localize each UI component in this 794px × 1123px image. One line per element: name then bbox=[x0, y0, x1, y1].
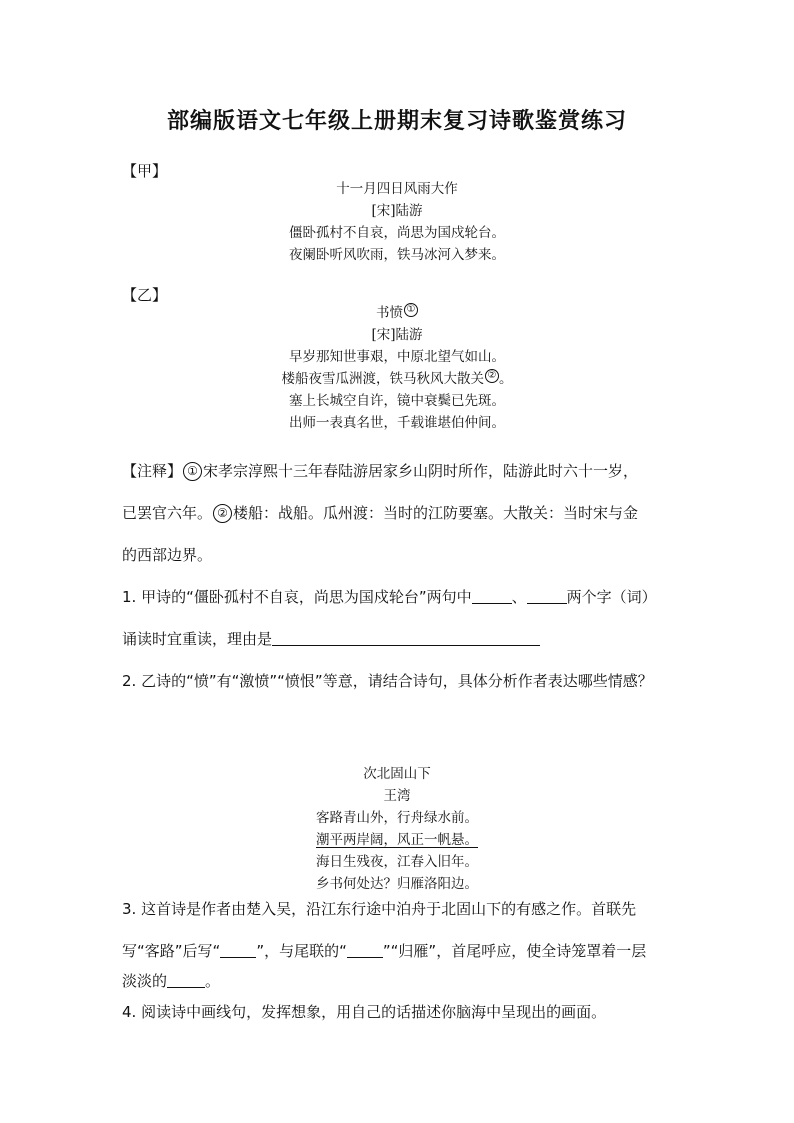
poem-bing-line: 客路青山外，行舟绿水前。 bbox=[316, 810, 478, 826]
question-4: 4. 阅读诗中画线句，发挥想象，用自己的话描述你脑海中呈现出的画面。 bbox=[122, 1003, 607, 1021]
poem-yi-line: 出师一表真名世，千载谁堪伯仲间。 bbox=[289, 415, 505, 431]
poem-yi-line bbox=[0, 368, 794, 390]
notes-label: 【注释】 bbox=[122, 462, 183, 480]
poem-jia bbox=[0, 178, 794, 266]
q3-text-b: ”，与尾联的“ bbox=[256, 942, 347, 960]
q3-blank-1[interactable] bbox=[220, 943, 256, 958]
question-3-line-2 bbox=[122, 940, 678, 961]
q1-text-d: 诵读时宜重读，理由是 bbox=[122, 630, 273, 648]
note-number-2: ② bbox=[213, 504, 232, 523]
question-1-line-1 bbox=[122, 586, 678, 607]
notes-text-1: 宋孝宗淳熙十三年春陆游居家乡山阴时所作，陆游此时六十一岁， bbox=[203, 462, 639, 480]
notes-line-2 bbox=[122, 502, 678, 523]
q1-reason-blank[interactable] bbox=[272, 631, 540, 646]
q1-text-c: 两个字（词） bbox=[566, 588, 657, 606]
question-2: 2. 乙诗的“愤”有“激愤”“愤恨”等意，请结合诗句，具体分析作者表达哪些情感？ bbox=[122, 672, 653, 690]
q1-blank-1[interactable] bbox=[472, 589, 512, 604]
q1-text-a: 1. 甲诗的“僵卧孤村不自哀，尚思为国戍轮台”两句中 bbox=[122, 588, 472, 606]
poem-bing-author: 王湾 bbox=[383, 788, 411, 804]
note-marker-1: ① bbox=[404, 303, 418, 317]
poem-yi bbox=[0, 302, 794, 434]
poem-yi-title bbox=[0, 302, 794, 324]
poem-bing bbox=[0, 763, 794, 895]
poem-yi-line2-end: 。 bbox=[499, 371, 513, 387]
note-marker-2: ② bbox=[485, 369, 499, 383]
poem-bing-title: 次北固山下 bbox=[363, 766, 431, 782]
question-3-line-3 bbox=[122, 970, 678, 991]
poem-jia-author: [宋]陆游 bbox=[371, 203, 423, 219]
q3-text-c: ”“归雁”，首尾呼应，使全诗笼罩着一层 bbox=[382, 942, 647, 960]
question-1-line-2 bbox=[122, 628, 678, 649]
note-number-1: ① bbox=[183, 462, 202, 481]
poem-jia-line: 夜阑卧听风吹雨，铁马冰河入梦来。 bbox=[289, 247, 505, 263]
page-title: 部编版语文七年级上册期末复习诗歌鉴赏练习 bbox=[166, 108, 627, 134]
notes-text-2b: 楼船：战船。瓜州渡：当时的江防要塞。大散关：当时宋与金 bbox=[233, 504, 639, 522]
poem-yi-author: [宋]陆游 bbox=[371, 327, 423, 343]
poem-jia-label: 【甲】 bbox=[122, 162, 168, 180]
poem-bing-line: 乡书何处达？归雁洛阳边。 bbox=[316, 876, 478, 892]
question-3-line-1: 3. 这首诗是作者由楚入吴，沿江东行途中泊舟于北固山下的有感之作。首联先 bbox=[122, 900, 637, 918]
notes-line-1 bbox=[122, 460, 678, 481]
q3-blank-2[interactable] bbox=[347, 943, 383, 958]
q1-text-b: 、 bbox=[511, 588, 527, 606]
q3-blank-3[interactable] bbox=[167, 973, 205, 988]
poem-jia-line: 僵卧孤村不自哀，尚思为国戍轮台。 bbox=[289, 225, 505, 241]
notes-line-3: 的西部边界。 bbox=[122, 546, 213, 564]
poem-yi-label: 【乙】 bbox=[122, 286, 168, 304]
poem-yi-line: 早岁那知世事艰，中原北望气如山。 bbox=[289, 349, 505, 365]
poem-bing-line: 海日生残夜，江春入旧年。 bbox=[316, 854, 478, 870]
poem-bing-underlined-line bbox=[0, 829, 794, 851]
q3-text-e: 。 bbox=[205, 972, 221, 990]
poem-yi-line2-text: 楼船夜雪瓜洲渡，铁马秋风大散关 bbox=[281, 371, 484, 387]
q3-text-d: 淡淡的 bbox=[122, 972, 168, 990]
q3-text-a: 写“客路”后写“ bbox=[122, 942, 221, 960]
q1-blank-2[interactable] bbox=[527, 589, 567, 604]
notes-text-2a: 已罢官六年。 bbox=[122, 504, 213, 522]
poem-bing-underlined-text: 潮平两岸阔，风正一帆悬。 bbox=[316, 832, 478, 848]
poem-yi-title-text: 书愤 bbox=[376, 305, 403, 321]
poem-jia-title: 十一月四日风雨大作 bbox=[336, 181, 458, 197]
poem-yi-line: 塞上长城空自许，镜中衰鬓已先斑。 bbox=[289, 393, 505, 409]
